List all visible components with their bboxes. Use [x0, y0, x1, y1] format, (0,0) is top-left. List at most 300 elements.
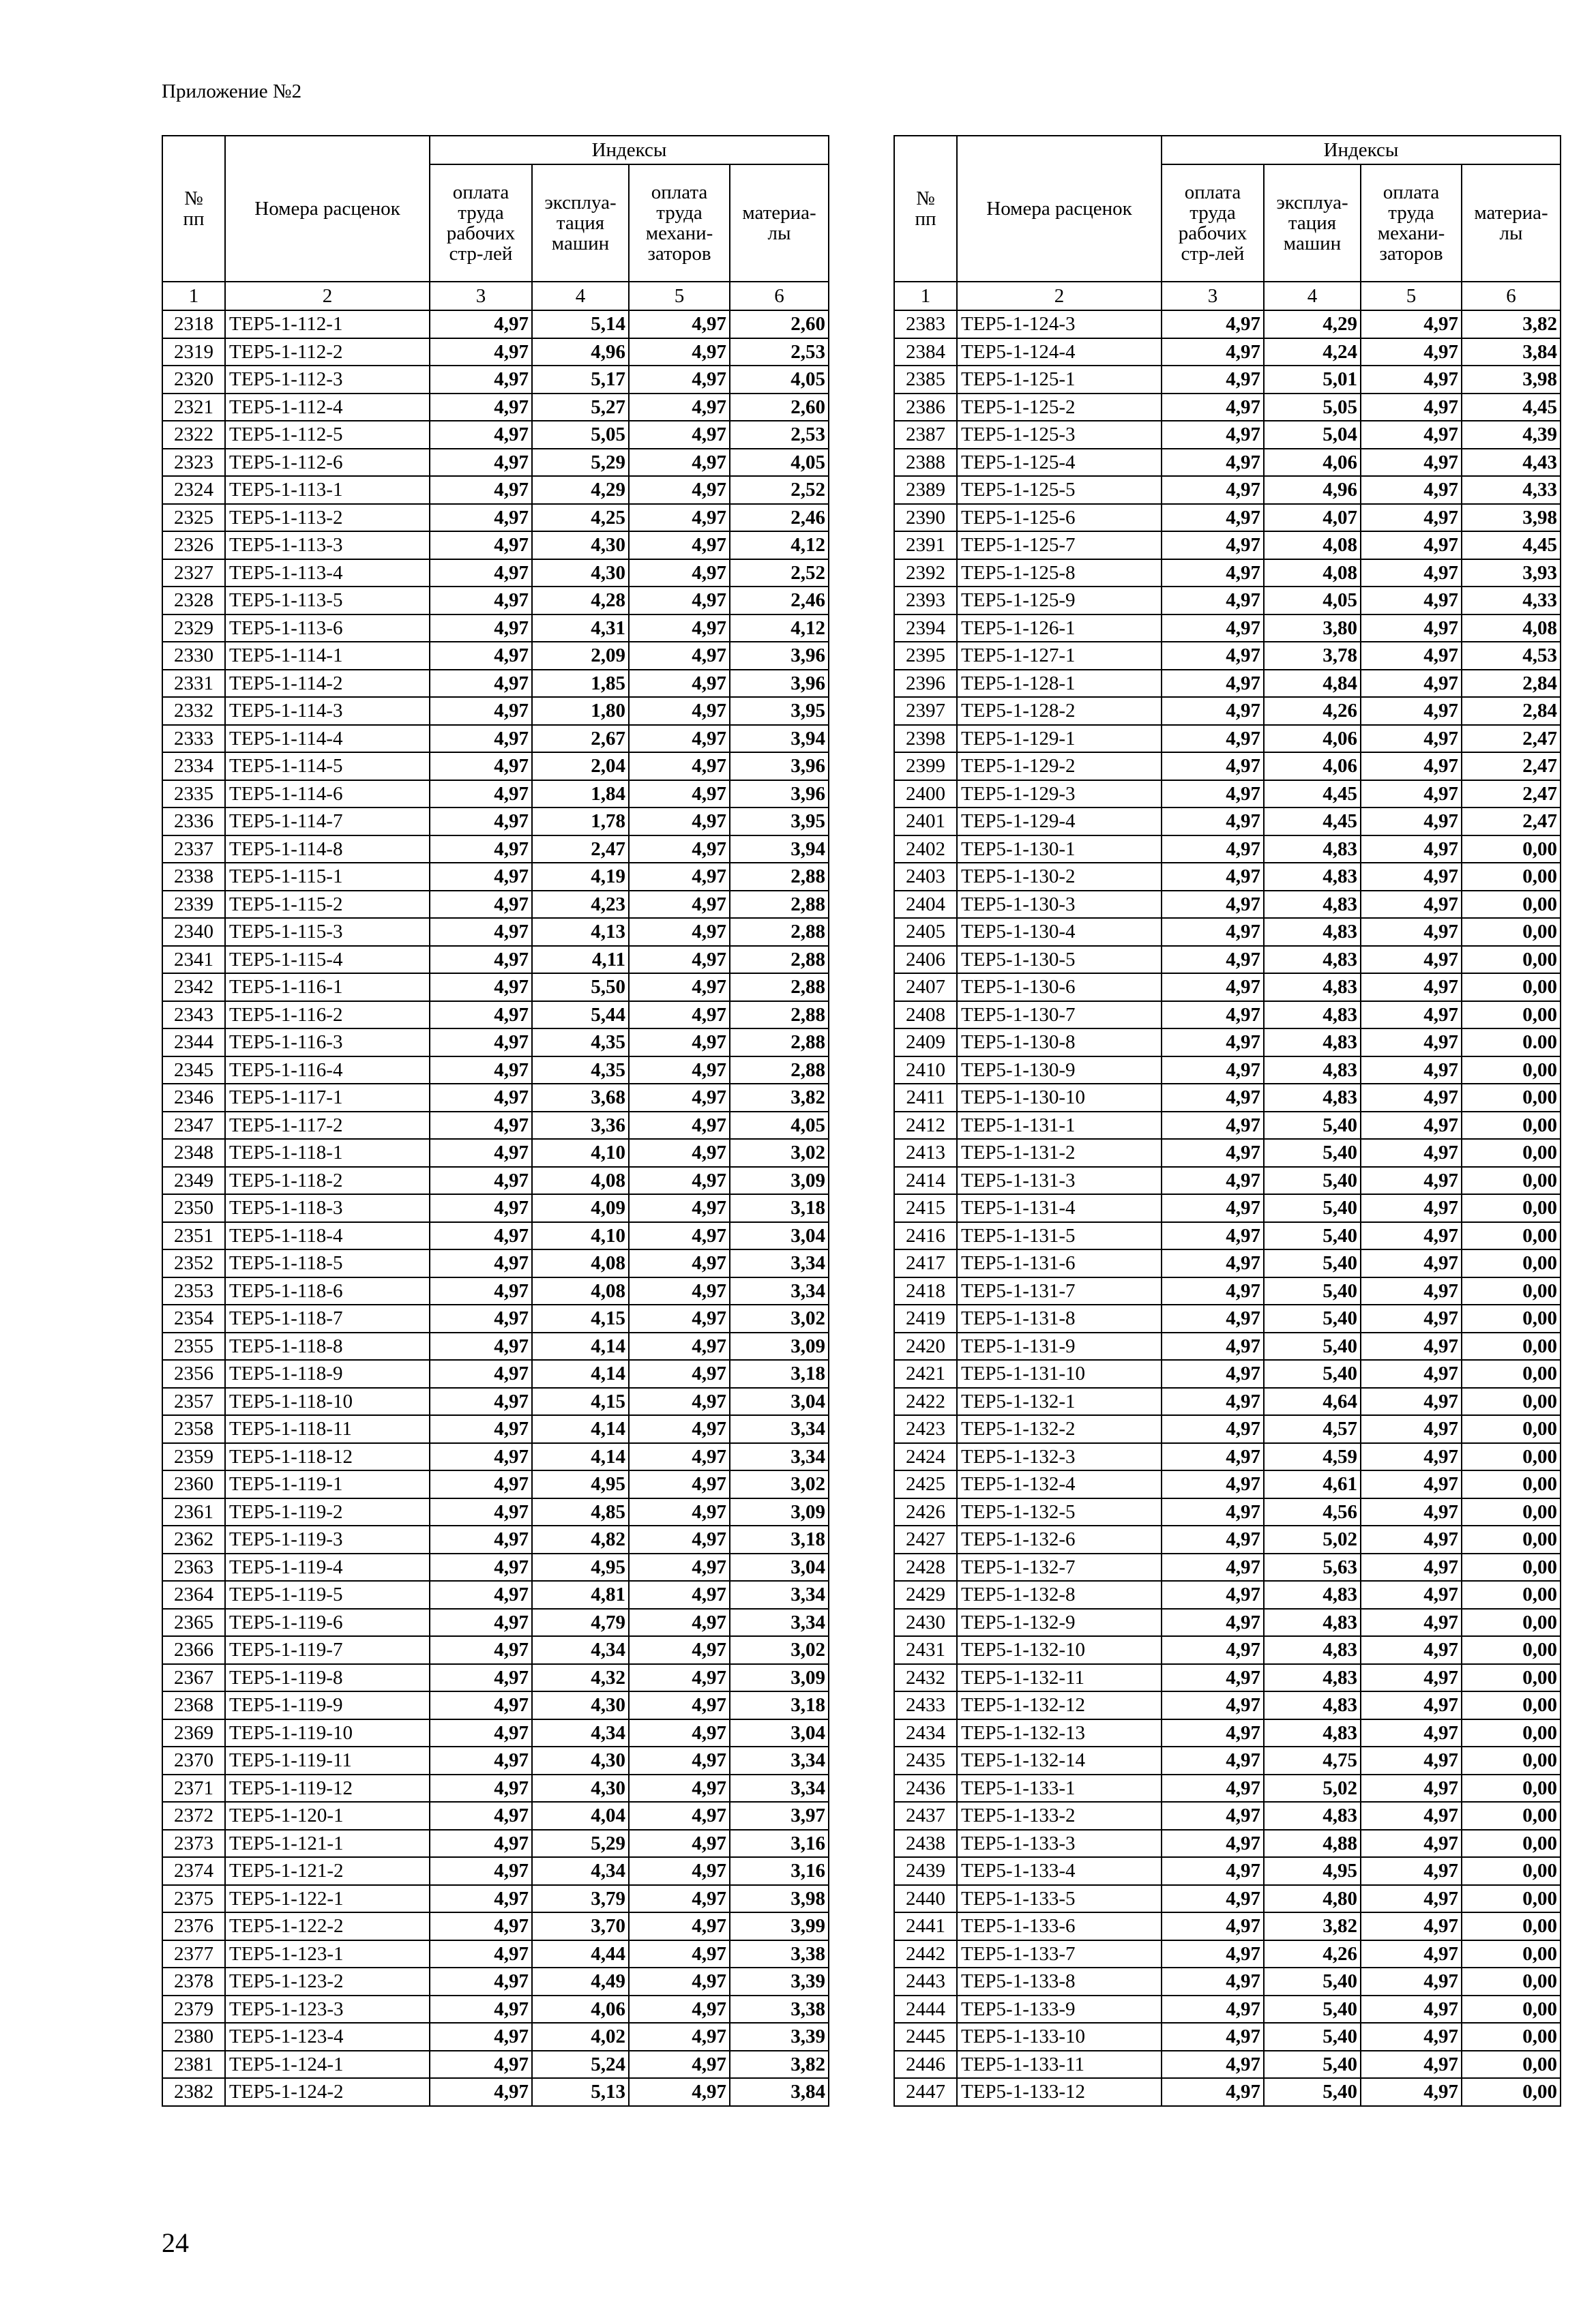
table-row [894, 310, 1561, 338]
materials-index: 0,00 [1462, 1470, 1561, 1498]
materials-index: 3,98 [730, 1885, 829, 1913]
header-materials: материа- лы [1462, 164, 1561, 282]
rate-code: ТЕР5-1-129-2 [957, 752, 1162, 780]
rate-code: ТЕР5-1-114-6 [225, 780, 430, 808]
materials-index: 3,99 [730, 1912, 829, 1940]
row-number: 2330 [162, 642, 225, 670]
labor-pay-index: 4,97 [430, 725, 532, 753]
machine-operation-index: 4,64 [1264, 1388, 1361, 1416]
labor-pay-index: 4,97 [1162, 1912, 1264, 1940]
materials-index: 3,04 [730, 1719, 829, 1747]
header-number: № пп [162, 136, 225, 282]
mechanic-pay-index: 4,97 [1361, 725, 1462, 753]
table-row [894, 366, 1561, 394]
mechanic-pay-index: 4,97 [1361, 1028, 1462, 1056]
materials-index: 3,95 [730, 697, 829, 725]
table-row [162, 1830, 829, 1858]
row-number: 2410 [894, 1056, 957, 1084]
machine-operation-index: 4,14 [532, 1360, 629, 1388]
row-number: 2430 [894, 1609, 957, 1637]
mechanic-pay-index: 4,97 [1361, 1222, 1462, 1250]
mechanic-pay-index: 4,97 [629, 1719, 730, 1747]
machine-operation-index: 4,83 [1264, 891, 1361, 919]
table-row [894, 1830, 1561, 1858]
rate-code: ТЕР5-1-131-2 [957, 1139, 1162, 1167]
table-row [894, 1360, 1561, 1388]
table-row [162, 1305, 829, 1333]
machine-operation-index: 5,40 [1264, 1249, 1361, 1277]
column-number: 5 [1361, 282, 1462, 310]
rate-code: ТЕР5-1-115-2 [225, 891, 430, 919]
table-row [894, 338, 1561, 366]
labor-pay-index: 4,97 [430, 891, 532, 919]
row-number: 2367 [162, 1664, 225, 1692]
table-row [162, 2023, 829, 2051]
machine-operation-index: 5,40 [1264, 1167, 1361, 1195]
machine-operation-index: 4,83 [1264, 1802, 1361, 1830]
row-number: 2419 [894, 1305, 957, 1333]
labor-pay-index: 4,97 [1162, 1609, 1264, 1637]
machine-operation-index: 4,30 [532, 1691, 629, 1719]
row-number: 2400 [894, 780, 957, 808]
mechanic-pay-index: 4,97 [629, 421, 730, 449]
row-number: 2396 [894, 670, 957, 698]
materials-index: 0,00 [1462, 1084, 1561, 1112]
machine-operation-index: 5,40 [1264, 1333, 1361, 1361]
rate-code: ТЕР5-1-132-9 [957, 1609, 1162, 1637]
row-number: 2349 [162, 1167, 225, 1195]
labor-pay-index: 4,97 [1162, 1526, 1264, 1554]
labor-pay-index: 4,97 [430, 449, 532, 477]
machine-operation-index: 4,83 [1264, 863, 1361, 891]
labor-pay-index: 4,97 [1162, 1996, 1264, 2024]
rate-code: ТЕР5-1-130-4 [957, 918, 1162, 946]
rate-code: ТЕР5-1-132-1 [957, 1388, 1162, 1416]
mechanic-pay-index: 4,97 [1361, 1084, 1462, 1112]
rate-code: ТЕР5-1-114-8 [225, 835, 430, 863]
mechanic-pay-index: 4,97 [1361, 1249, 1462, 1277]
labor-pay-index: 4,97 [1162, 1830, 1264, 1858]
machine-operation-index: 5,40 [1264, 2078, 1361, 2106]
mechanic-pay-index: 4,97 [629, 559, 730, 587]
labor-pay-index: 4,97 [1162, 1581, 1264, 1609]
mechanic-pay-index: 4,97 [1361, 338, 1462, 366]
rate-code: ТЕР5-1-125-5 [957, 476, 1162, 504]
materials-index: 3,09 [730, 1664, 829, 1692]
table-row [894, 1775, 1561, 1803]
labor-pay-index: 4,97 [1162, 1139, 1264, 1167]
machine-operation-index: 4,49 [532, 1968, 629, 1996]
mechanic-pay-index: 4,97 [629, 835, 730, 863]
row-number: 2320 [162, 366, 225, 394]
machine-operation-index: 3,82 [1264, 1912, 1361, 1940]
rate-code: ТЕР5-1-127-1 [957, 642, 1162, 670]
mechanic-pay-index: 4,97 [1361, 1415, 1462, 1443]
mechanic-pay-index: 4,97 [629, 670, 730, 698]
table-row [894, 1084, 1561, 1112]
machine-operation-index: 5,40 [1264, 1194, 1361, 1222]
machine-operation-index: 4,83 [1264, 1056, 1361, 1084]
mechanic-pay-index: 4,97 [1361, 1664, 1462, 1692]
mechanic-pay-index: 4,97 [629, 752, 730, 780]
mechanic-pay-index: 4,97 [629, 1222, 730, 1250]
materials-index: 3,04 [730, 1554, 829, 1582]
labor-pay-index: 4,97 [430, 1775, 532, 1803]
materials-index: 3,18 [730, 1194, 829, 1222]
table-row [894, 587, 1561, 614]
labor-pay-index: 4,97 [430, 394, 532, 421]
labor-pay-index: 4,97 [1162, 1028, 1264, 1056]
row-number: 2431 [894, 1636, 957, 1664]
row-number: 2441 [894, 1912, 957, 1940]
row-number: 2405 [894, 918, 957, 946]
labor-pay-index: 4,97 [430, 1691, 532, 1719]
materials-index: 2,84 [1462, 697, 1561, 725]
row-number: 2387 [894, 421, 957, 449]
table-row [162, 1554, 829, 1582]
labor-pay-index: 4,97 [430, 1747, 532, 1775]
row-number: 2408 [894, 1001, 957, 1029]
rate-code: ТЕР5-1-118-2 [225, 1167, 430, 1195]
labor-pay-index: 4,97 [1162, 1719, 1264, 1747]
materials-index: 0,00 [1462, 1222, 1561, 1250]
table-row [894, 1001, 1561, 1029]
machine-operation-index: 5,40 [1264, 1968, 1361, 1996]
machine-operation-index: 4,34 [532, 1857, 629, 1885]
labor-pay-index: 4,97 [1162, 1636, 1264, 1664]
table-row [894, 1194, 1561, 1222]
rate-code: ТЕР5-1-119-9 [225, 1691, 430, 1719]
labor-pay-index: 4,97 [430, 2023, 532, 2051]
labor-pay-index: 4,97 [1162, 1802, 1264, 1830]
labor-pay-index: 4,97 [1162, 1747, 1264, 1775]
machine-operation-index: 4,59 [1264, 1443, 1361, 1471]
machine-operation-index: 4,83 [1264, 918, 1361, 946]
mechanic-pay-index: 4,97 [1361, 1581, 1462, 1609]
materials-index: 3,98 [1462, 366, 1561, 394]
machine-operation-index: 1,80 [532, 697, 629, 725]
row-number: 2343 [162, 1001, 225, 1029]
rate-code: ТЕР5-1-125-1 [957, 366, 1162, 394]
machine-operation-index: 5,40 [1264, 1305, 1361, 1333]
machine-operation-index: 4,45 [1264, 780, 1361, 808]
labor-pay-index: 4,97 [430, 1388, 532, 1416]
row-number: 2432 [894, 1664, 957, 1692]
rate-code: ТЕР5-1-124-1 [225, 2051, 430, 2079]
row-number: 2362 [162, 1526, 225, 1554]
row-number: 2369 [162, 1719, 225, 1747]
mechanic-pay-index: 4,97 [629, 614, 730, 642]
labor-pay-index: 4,97 [430, 1609, 532, 1637]
row-number: 2329 [162, 614, 225, 642]
table-row [162, 310, 829, 338]
table-row [894, 1139, 1561, 1167]
rate-code: ТЕР5-1-133-9 [957, 1996, 1162, 2024]
table-row [162, 642, 829, 670]
column-number: 4 [1264, 282, 1361, 310]
labor-pay-index: 4,97 [1162, 449, 1264, 477]
machine-operation-index: 5,02 [1264, 1775, 1361, 1803]
machine-operation-index: 5,29 [532, 449, 629, 477]
machine-operation-index: 4,81 [532, 1581, 629, 1609]
machine-operation-index: 4,14 [532, 1443, 629, 1471]
table-row [162, 587, 829, 614]
machine-operation-index: 4,61 [1264, 1470, 1361, 1498]
labor-pay-index: 4,97 [1162, 1277, 1264, 1305]
row-number: 2337 [162, 835, 225, 863]
materials-index: 3,82 [730, 2051, 829, 2079]
row-number: 2355 [162, 1333, 225, 1361]
index-table-right [893, 135, 1561, 2107]
machine-operation-index: 4,75 [1264, 1747, 1361, 1775]
rate-code: ТЕР5-1-113-3 [225, 531, 430, 559]
table-row [162, 780, 829, 808]
table-row [894, 1249, 1561, 1277]
mechanic-pay-index: 4,97 [629, 1084, 730, 1112]
table-row [162, 449, 829, 477]
rate-code: ТЕР5-1-133-12 [957, 2078, 1162, 2106]
table-row [894, 1554, 1561, 1582]
mechanic-pay-index: 4,97 [629, 1609, 730, 1637]
mechanic-pay-index: 4,97 [629, 2023, 730, 2051]
machine-operation-index: 4,56 [1264, 1498, 1361, 1526]
materials-index: 0,00 [1462, 1526, 1561, 1554]
table-row [894, 1056, 1561, 1084]
mechanic-pay-index: 4,97 [629, 504, 730, 532]
mechanic-pay-index: 4,97 [1361, 310, 1462, 338]
machine-operation-index: 4,02 [532, 2023, 629, 2051]
row-number: 2374 [162, 1857, 225, 1885]
labor-pay-index: 4,97 [1162, 587, 1264, 614]
row-number: 2439 [894, 1857, 957, 1885]
rate-code: ТЕР5-1-130-10 [957, 1084, 1162, 1112]
rate-code: ТЕР5-1-121-2 [225, 1857, 430, 1885]
row-number: 2428 [894, 1554, 957, 1582]
machine-operation-index: 5,04 [1264, 421, 1361, 449]
machine-operation-index: 4,10 [532, 1222, 629, 1250]
labor-pay-index: 4,97 [1162, 1885, 1264, 1913]
table-row [162, 1222, 829, 1250]
labor-pay-index: 4,97 [1162, 1167, 1264, 1195]
materials-index: 3,96 [730, 670, 829, 698]
rate-code: ТЕР5-1-133-4 [957, 1857, 1162, 1885]
mechanic-pay-index: 4,97 [1361, 531, 1462, 559]
mechanic-pay-index: 4,97 [629, 1470, 730, 1498]
labor-pay-index: 4,97 [1162, 2023, 1264, 2051]
rate-code: ТЕР5-1-113-1 [225, 476, 430, 504]
materials-index: 2,46 [730, 587, 829, 614]
mechanic-pay-index: 4,97 [1361, 973, 1462, 1001]
header-labor-pay: оплата труда рабочих стр-лей [1162, 164, 1264, 282]
materials-index: 0,00 [1462, 1940, 1561, 1968]
table-row [162, 2078, 829, 2106]
table-row [894, 835, 1561, 863]
machine-operation-index: 3,78 [1264, 642, 1361, 670]
materials-index: 0,00 [1462, 1912, 1561, 1940]
table-row [162, 1719, 829, 1747]
mechanic-pay-index: 4,97 [1361, 863, 1462, 891]
mechanic-pay-index: 4,97 [629, 1388, 730, 1416]
materials-index: 0.00 [1462, 1028, 1561, 1056]
mechanic-pay-index: 4,97 [629, 1277, 730, 1305]
rate-code: ТЕР5-1-113-4 [225, 559, 430, 587]
row-number: 2363 [162, 1554, 225, 1582]
machine-operation-index: 4,88 [1264, 1830, 1361, 1858]
machine-operation-index: 4,85 [532, 1498, 629, 1526]
column-number: 6 [730, 282, 829, 310]
table-row [162, 725, 829, 753]
rate-code: ТЕР5-1-130-8 [957, 1028, 1162, 1056]
row-number: 2399 [894, 752, 957, 780]
labor-pay-index: 4,97 [430, 1277, 532, 1305]
rate-code: ТЕР5-1-118-9 [225, 1360, 430, 1388]
row-number: 2421 [894, 1360, 957, 1388]
machine-operation-index: 4,80 [1264, 1885, 1361, 1913]
mechanic-pay-index: 4,97 [629, 1526, 730, 1554]
row-number: 2388 [894, 449, 957, 477]
rate-code: ТЕР5-1-123-3 [225, 1996, 430, 2024]
mechanic-pay-index: 4,97 [1361, 1636, 1462, 1664]
materials-index: 0,00 [1462, 1802, 1561, 1830]
labor-pay-index: 4,97 [1162, 504, 1264, 532]
materials-index: 0,00 [1462, 1691, 1561, 1719]
mechanic-pay-index: 4,97 [629, 476, 730, 504]
labor-pay-index: 4,97 [1162, 835, 1264, 863]
machine-operation-index: 4,15 [532, 1305, 629, 1333]
rate-code: ТЕР5-1-122-1 [225, 1885, 430, 1913]
labor-pay-index: 4,97 [430, 1554, 532, 1582]
rate-code: ТЕР5-1-132-5 [957, 1498, 1162, 1526]
row-number: 2413 [894, 1139, 957, 1167]
materials-index: 3,98 [1462, 504, 1561, 532]
index-table-left [162, 135, 829, 2107]
labor-pay-index: 4,97 [430, 587, 532, 614]
materials-index: 0,00 [1462, 1056, 1561, 1084]
machine-operation-index: 4,13 [532, 918, 629, 946]
rate-code: ТЕР5-1-131-5 [957, 1222, 1162, 1250]
materials-index: 4,12 [730, 614, 829, 642]
table-row [162, 697, 829, 725]
materials-index: 4,45 [1462, 531, 1561, 559]
rate-code: ТЕР5-1-132-6 [957, 1526, 1162, 1554]
machine-operation-index: 3,70 [532, 1912, 629, 1940]
row-number: 2322 [162, 421, 225, 449]
rate-code: ТЕР5-1-119-5 [225, 1581, 430, 1609]
table-row [162, 1028, 829, 1056]
machine-operation-index: 5,14 [532, 310, 629, 338]
rate-code: ТЕР5-1-132-2 [957, 1415, 1162, 1443]
labor-pay-index: 4,97 [1162, 918, 1264, 946]
machine-operation-index: 4,10 [532, 1139, 629, 1167]
labor-pay-index: 4,97 [1162, 421, 1264, 449]
table-row [162, 1609, 829, 1637]
table-row [162, 1691, 829, 1719]
machine-operation-index: 2,09 [532, 642, 629, 670]
table-row [894, 752, 1561, 780]
machine-operation-index: 4,82 [532, 1526, 629, 1554]
materials-index: 0,00 [1462, 1609, 1561, 1637]
row-number: 2376 [162, 1912, 225, 1940]
materials-index: 2,47 [1462, 780, 1561, 808]
row-number: 2395 [894, 642, 957, 670]
materials-index: 3,34 [730, 1609, 829, 1637]
machine-operation-index: 4,83 [1264, 1028, 1361, 1056]
rate-code: ТЕР5-1-118-6 [225, 1277, 430, 1305]
labor-pay-index: 4,97 [430, 1664, 532, 1692]
materials-index: 0,00 [1462, 1388, 1561, 1416]
row-number: 2331 [162, 670, 225, 698]
materials-index: 3,16 [730, 1857, 829, 1885]
table-row [162, 1277, 829, 1305]
rate-code: ТЕР5-1-118-7 [225, 1305, 430, 1333]
mechanic-pay-index: 4,97 [1361, 1056, 1462, 1084]
labor-pay-index: 4,97 [430, 1636, 532, 1664]
labor-pay-index: 4,97 [430, 366, 532, 394]
row-number: 2394 [894, 614, 957, 642]
materials-index: 0,00 [1462, 1775, 1561, 1803]
machine-operation-index: 5,63 [1264, 1554, 1361, 1582]
rate-code: ТЕР5-1-130-3 [957, 891, 1162, 919]
table-row [894, 1028, 1561, 1056]
rate-code: ТЕР5-1-112-5 [225, 421, 430, 449]
row-number: 2381 [162, 2051, 225, 2079]
rate-code: ТЕР5-1-131-10 [957, 1360, 1162, 1388]
row-number: 2435 [894, 1747, 957, 1775]
mechanic-pay-index: 4,97 [629, 863, 730, 891]
page-number: 24 [162, 2227, 189, 2258]
table-row [894, 531, 1561, 559]
materials-index: 3,84 [730, 2078, 829, 2106]
row-number: 2390 [894, 504, 957, 532]
mechanic-pay-index: 4,97 [629, 394, 730, 421]
machine-operation-index: 4,07 [1264, 504, 1361, 532]
machine-operation-index: 5,01 [1264, 366, 1361, 394]
materials-index: 0,00 [1462, 891, 1561, 919]
mechanic-pay-index: 4,97 [1361, 670, 1462, 698]
labor-pay-index: 4,97 [1162, 973, 1264, 1001]
table-row [894, 1802, 1561, 1830]
table-row [894, 476, 1561, 504]
materials-index: 3,93 [1462, 559, 1561, 587]
mechanic-pay-index: 4,97 [1361, 1968, 1462, 1996]
materials-index: 3,94 [730, 835, 829, 863]
rate-code: ТЕР5-1-119-10 [225, 1719, 430, 1747]
materials-index: 0,00 [1462, 1857, 1561, 1885]
materials-index: 4,05 [730, 1112, 829, 1140]
row-number: 2415 [894, 1194, 957, 1222]
table-row [162, 1940, 829, 1968]
row-number: 2321 [162, 394, 225, 421]
materials-index: 3,34 [730, 1775, 829, 1803]
row-number: 2341 [162, 946, 225, 974]
rate-code: ТЕР5-1-118-4 [225, 1222, 430, 1250]
materials-index: 3,96 [730, 780, 829, 808]
machine-operation-index: 4,57 [1264, 1415, 1361, 1443]
labor-pay-index: 4,97 [1162, 670, 1264, 698]
table-row [162, 338, 829, 366]
materials-index: 2,47 [1462, 725, 1561, 753]
machine-operation-index: 4,83 [1264, 1664, 1361, 1692]
rate-code: ТЕР5-1-129-1 [957, 725, 1162, 753]
machine-operation-index: 5,40 [1264, 1139, 1361, 1167]
labor-pay-index: 4,97 [1162, 697, 1264, 725]
row-number: 2440 [894, 1885, 957, 1913]
mechanic-pay-index: 4,97 [629, 310, 730, 338]
materials-index: 3,39 [730, 2023, 829, 2051]
rate-code: ТЕР5-1-133-6 [957, 1912, 1162, 1940]
row-number: 2375 [162, 1885, 225, 1913]
row-number: 2380 [162, 2023, 225, 2051]
